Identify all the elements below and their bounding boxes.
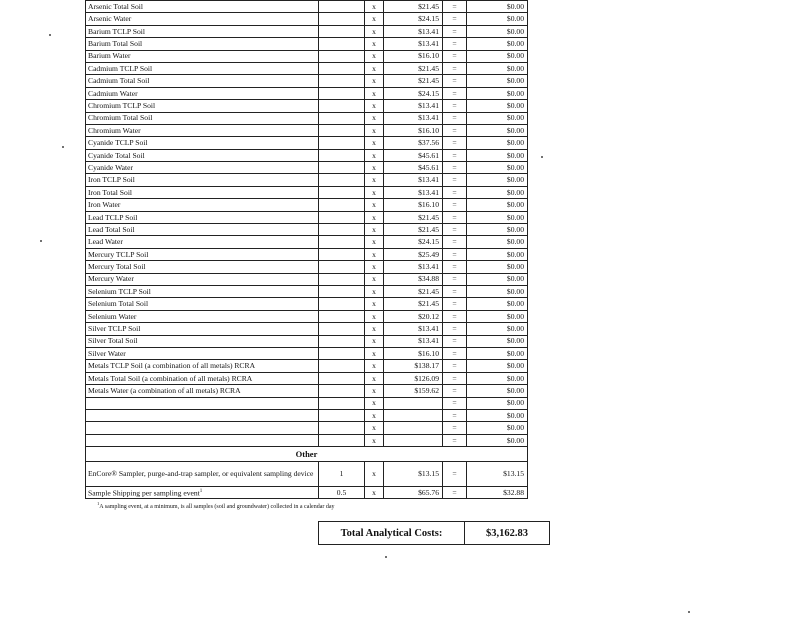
analyte-name — [86, 422, 319, 434]
analyte-name: Lead Total Soil — [86, 224, 319, 236]
equals-sign: = — [443, 236, 467, 248]
unit-price: $21.45 — [384, 1, 443, 13]
unit-price: $13.41 — [384, 261, 443, 273]
analyte-name: Mercury Water — [86, 273, 319, 285]
quantity-cell — [319, 298, 365, 310]
multiply-sign: x — [365, 13, 384, 25]
line-total: $0.00 — [467, 62, 528, 74]
analyte-name: Iron Total Soil — [86, 186, 319, 198]
unit-price: $13.41 — [384, 186, 443, 198]
table-row — [86, 38, 528, 50]
line-total: $0.00 — [467, 224, 528, 236]
equals-sign: = — [443, 360, 467, 372]
unit-price: $13.41 — [384, 112, 443, 124]
unit-price — [384, 409, 443, 421]
analyte-name: Selenium Total Soil — [86, 298, 319, 310]
quantity-cell: 0.5 — [319, 487, 365, 499]
table-row — [86, 298, 528, 310]
quantity-cell — [319, 112, 365, 124]
quantity-cell — [319, 285, 365, 297]
total-value: $3,162.83 — [465, 522, 550, 545]
analyte-name: Cadmium TCLP Soil — [86, 62, 319, 74]
analyte-name: Arsenic Water — [86, 13, 319, 25]
equals-sign: = — [443, 434, 467, 446]
multiply-sign: x — [365, 335, 384, 347]
quantity-cell — [319, 162, 365, 174]
equals-sign: = — [443, 112, 467, 124]
equals-sign: = — [443, 124, 467, 136]
scan-speck — [62, 146, 64, 148]
line-total: $0.00 — [467, 335, 528, 347]
equals-sign: = — [443, 248, 467, 260]
line-total: $0.00 — [467, 75, 528, 87]
unit-price: $13.41 — [384, 25, 443, 37]
quantity-cell — [319, 409, 365, 421]
table-row — [86, 149, 528, 161]
equals-sign: = — [443, 385, 467, 397]
table-row — [86, 162, 528, 174]
multiply-sign: x — [365, 487, 384, 499]
table-row — [86, 186, 528, 198]
line-total: $0.00 — [467, 13, 528, 25]
unit-price: $13.41 — [384, 335, 443, 347]
line-total: $0.00 — [467, 162, 528, 174]
line-total: $13.15 — [467, 462, 528, 487]
quantity-cell — [319, 174, 365, 186]
analyte-name: Lead TCLP Soil — [86, 211, 319, 223]
scan-speck — [40, 240, 42, 242]
table-row — [86, 422, 528, 434]
table-row — [86, 87, 528, 99]
table-row — [86, 323, 528, 335]
table-row — [86, 112, 528, 124]
table-row — [86, 1, 528, 13]
equals-sign: = — [443, 462, 467, 487]
equals-sign: = — [443, 372, 467, 384]
equals-sign: = — [443, 1, 467, 13]
analyte-name: Arsenic Total Soil — [86, 1, 319, 13]
analyte-name — [86, 434, 319, 446]
quantity-cell — [319, 385, 365, 397]
quantity-cell — [319, 335, 365, 347]
other-row — [86, 462, 528, 487]
quantity-cell — [319, 236, 365, 248]
quantity-cell — [319, 137, 365, 149]
unit-price — [384, 422, 443, 434]
table-row — [86, 224, 528, 236]
line-total: $0.00 — [467, 186, 528, 198]
scan-speck — [541, 156, 543, 158]
equals-sign: = — [443, 162, 467, 174]
multiply-sign: x — [365, 224, 384, 236]
quantity-cell — [319, 347, 365, 359]
analyte-name: Barium Total Soil — [86, 38, 319, 50]
unit-price: $21.45 — [384, 211, 443, 223]
equals-sign: = — [443, 186, 467, 198]
multiply-sign: x — [365, 25, 384, 37]
quantity-cell — [319, 372, 365, 384]
multiply-sign: x — [365, 1, 384, 13]
line-total: $0.00 — [467, 149, 528, 161]
analyte-name — [86, 487, 319, 499]
unit-price: $16.10 — [384, 124, 443, 136]
unit-price: $65.76 — [384, 487, 443, 499]
multiply-sign: x — [365, 347, 384, 359]
table-row — [86, 397, 528, 409]
table-row — [86, 372, 528, 384]
line-total: $0.00 — [467, 50, 528, 62]
multiply-sign: x — [365, 174, 384, 186]
multiply-sign: x — [365, 199, 384, 211]
unit-price: $45.61 — [384, 162, 443, 174]
analyte-name: Selenium TCLP Soil — [86, 285, 319, 297]
footnote-text: A sampling event, at a minimum, is all samples (soil and groundwater) collected in a calendar day — [99, 504, 335, 510]
analyte-name: Barium Water — [86, 50, 319, 62]
multiply-sign: x — [365, 186, 384, 198]
quantity-cell — [319, 50, 365, 62]
analyte-name: Iron Water — [86, 199, 319, 211]
unit-price: $20.12 — [384, 310, 443, 322]
equals-sign: = — [443, 298, 467, 310]
multiply-sign: x — [365, 360, 384, 372]
unit-price: $16.10 — [384, 347, 443, 359]
unit-price: $13.41 — [384, 38, 443, 50]
unit-price: $24.15 — [384, 236, 443, 248]
quantity-cell — [319, 248, 365, 260]
quantity-cell — [319, 360, 365, 372]
analyte-name: Cadmium Total Soil — [86, 75, 319, 87]
unit-price: $21.45 — [384, 62, 443, 74]
multiply-sign: x — [365, 273, 384, 285]
table-row — [86, 75, 528, 87]
multiply-sign: x — [365, 385, 384, 397]
equals-sign: = — [443, 487, 467, 499]
line-total: $32.88 — [467, 487, 528, 499]
equals-sign: = — [443, 87, 467, 99]
multiply-sign: x — [365, 261, 384, 273]
unit-price: $21.45 — [384, 224, 443, 236]
table-row — [86, 174, 528, 186]
table-row — [86, 211, 528, 223]
analyte-name: Barium TCLP Soil — [86, 25, 319, 37]
line-total: $0.00 — [467, 248, 528, 260]
quantity-cell — [319, 323, 365, 335]
other-item-label: Sample Shipping per sampling event — [88, 488, 200, 498]
multiply-sign: x — [365, 87, 384, 99]
footnote — [97, 501, 335, 510]
quantity-cell — [319, 87, 365, 99]
quantity-cell — [319, 224, 365, 236]
line-total: $0.00 — [467, 347, 528, 359]
analyte-name: EnCore® Sampler, purge-and-trap sampler, or equivalent sampling device — [86, 462, 319, 487]
multiply-sign: x — [365, 62, 384, 74]
multiply-sign: x — [365, 310, 384, 322]
line-total: $0.00 — [467, 397, 528, 409]
equals-sign: = — [443, 335, 467, 347]
unit-price: $13.15 — [384, 462, 443, 487]
multiply-sign: x — [365, 38, 384, 50]
quantity-cell — [319, 310, 365, 322]
multiply-sign: x — [365, 409, 384, 421]
analyte-name: Mercury TCLP Soil — [86, 248, 319, 260]
line-total: $0.00 — [467, 137, 528, 149]
multiply-sign: x — [365, 462, 384, 487]
line-total: $0.00 — [467, 385, 528, 397]
analyte-name: Iron TCLP Soil — [86, 174, 319, 186]
line-total: $0.00 — [467, 298, 528, 310]
quantity-cell — [319, 100, 365, 112]
equals-sign: = — [443, 38, 467, 50]
table-row — [86, 261, 528, 273]
scan-speck — [385, 556, 387, 558]
quantity-cell — [319, 149, 365, 161]
line-total: $0.00 — [467, 124, 528, 136]
analyte-name: Metals TCLP Soil (a combination of all metals) RCRA — [86, 360, 319, 372]
table-row — [86, 50, 528, 62]
multiply-sign: x — [365, 285, 384, 297]
analyte-name: Mercury Total Soil — [86, 261, 319, 273]
equals-sign: = — [443, 347, 467, 359]
multiply-sign: x — [365, 162, 384, 174]
equals-sign: = — [443, 75, 467, 87]
unit-price: $45.61 — [384, 149, 443, 161]
table-row — [86, 199, 528, 211]
multiply-sign: x — [365, 236, 384, 248]
table-row — [86, 434, 528, 446]
quantity-cell — [319, 25, 365, 37]
multiply-sign: x — [365, 124, 384, 136]
equals-sign: = — [443, 397, 467, 409]
line-total: $0.00 — [467, 261, 528, 273]
line-total: $0.00 — [467, 236, 528, 248]
unit-price — [384, 397, 443, 409]
analyte-name: Chromium Water — [86, 124, 319, 136]
unit-price: $138.17 — [384, 360, 443, 372]
line-total: $0.00 — [467, 285, 528, 297]
line-total: $0.00 — [467, 211, 528, 223]
equals-sign: = — [443, 100, 467, 112]
table-row — [86, 236, 528, 248]
analyte-name: Selenium Water — [86, 310, 319, 322]
table-row — [86, 100, 528, 112]
analyte-name — [86, 397, 319, 409]
multiply-sign: x — [365, 50, 384, 62]
quantity-cell — [319, 397, 365, 409]
scan-speck — [49, 34, 51, 36]
equals-sign: = — [443, 137, 467, 149]
table-row — [86, 248, 528, 260]
line-total: $0.00 — [467, 323, 528, 335]
equals-sign: = — [443, 323, 467, 335]
equals-sign: = — [443, 199, 467, 211]
quantity-cell — [319, 261, 365, 273]
analyte-name: Lead Water — [86, 236, 319, 248]
analyte-name: Chromium TCLP Soil — [86, 100, 319, 112]
table-row — [86, 310, 528, 322]
unit-price: $126.09 — [384, 372, 443, 384]
equals-sign: = — [443, 25, 467, 37]
line-total: $0.00 — [467, 1, 528, 13]
unit-price: $24.15 — [384, 13, 443, 25]
equals-sign: = — [443, 13, 467, 25]
multiply-sign: x — [365, 434, 384, 446]
analyte-name: Silver TCLP Soil — [86, 323, 319, 335]
unit-price: $13.41 — [384, 174, 443, 186]
analytical-cost-table — [85, 0, 528, 499]
analyte-name: Silver Water — [86, 347, 319, 359]
line-total: $0.00 — [467, 25, 528, 37]
line-total: $0.00 — [467, 112, 528, 124]
other-section-row — [86, 447, 528, 462]
equals-sign: = — [443, 211, 467, 223]
multiply-sign: x — [365, 137, 384, 149]
analyte-name: Cyanide Total Soil — [86, 149, 319, 161]
other-row — [86, 487, 528, 499]
quantity-cell — [319, 62, 365, 74]
line-total: $0.00 — [467, 360, 528, 372]
footnote-ref: 1 — [199, 488, 203, 494]
line-total: $0.00 — [467, 174, 528, 186]
analyte-name: Metals Total Soil (a combination of all metals) RCRA — [86, 372, 319, 384]
equals-sign: = — [443, 174, 467, 186]
table-row — [86, 25, 528, 37]
quantity-cell — [319, 75, 365, 87]
analyte-name: Cadmium Water — [86, 87, 319, 99]
quantity-cell — [319, 38, 365, 50]
quantity-cell — [319, 186, 365, 198]
table-row — [86, 285, 528, 297]
quantity-cell — [319, 199, 365, 211]
line-total: $0.00 — [467, 273, 528, 285]
equals-sign: = — [443, 261, 467, 273]
table-row — [86, 13, 528, 25]
multiply-sign: x — [365, 323, 384, 335]
unit-price: $37.56 — [384, 137, 443, 149]
equals-sign: = — [443, 62, 467, 74]
multiply-sign: x — [365, 422, 384, 434]
equals-sign: = — [443, 149, 467, 161]
quantity-cell — [319, 422, 365, 434]
unit-price: $25.49 — [384, 248, 443, 260]
line-total: $0.00 — [467, 372, 528, 384]
quantity-cell — [319, 211, 365, 223]
other-section-heading: Other — [86, 447, 528, 462]
analyte-name: Cyanide TCLP Soil — [86, 137, 319, 149]
multiply-sign: x — [365, 100, 384, 112]
unit-price: $21.45 — [384, 298, 443, 310]
table-row — [86, 335, 528, 347]
unit-price — [384, 434, 443, 446]
unit-price: $21.45 — [384, 75, 443, 87]
equals-sign: = — [443, 50, 467, 62]
total-label: Total Analytical Costs: — [319, 522, 465, 545]
line-total: $0.00 — [467, 87, 528, 99]
multiply-sign: x — [365, 211, 384, 223]
quantity-cell — [319, 13, 365, 25]
unit-price: $16.10 — [384, 199, 443, 211]
analyte-name: Cyanide Water — [86, 162, 319, 174]
table-row — [86, 137, 528, 149]
analyte-name: Metals Water (a combination of all metals) RCRA — [86, 385, 319, 397]
multiply-sign: x — [365, 298, 384, 310]
table-row — [86, 347, 528, 359]
analyte-name — [86, 409, 319, 421]
analyte-name: Silver Total Soil — [86, 335, 319, 347]
total-analytical-costs-box — [318, 521, 550, 545]
table-row — [86, 409, 528, 421]
unit-price: $159.62 — [384, 385, 443, 397]
multiply-sign: x — [365, 112, 384, 124]
multiply-sign: x — [365, 75, 384, 87]
table-row — [86, 385, 528, 397]
equals-sign: = — [443, 409, 467, 421]
equals-sign: = — [443, 224, 467, 236]
multiply-sign: x — [365, 248, 384, 260]
quantity-cell: 1 — [319, 462, 365, 487]
scan-speck — [688, 611, 690, 613]
equals-sign: = — [443, 310, 467, 322]
equals-sign: = — [443, 273, 467, 285]
multiply-sign: x — [365, 372, 384, 384]
analyte-name: Chromium Total Soil — [86, 112, 319, 124]
line-total: $0.00 — [467, 409, 528, 421]
unit-price: $34.88 — [384, 273, 443, 285]
unit-price: $24.15 — [384, 87, 443, 99]
line-total: $0.00 — [467, 310, 528, 322]
equals-sign: = — [443, 285, 467, 297]
unit-price: $16.10 — [384, 50, 443, 62]
unit-price: $13.41 — [384, 323, 443, 335]
quantity-cell — [319, 124, 365, 136]
table-row — [86, 360, 528, 372]
table-row — [86, 62, 528, 74]
quantity-cell — [319, 273, 365, 285]
quantity-cell — [319, 434, 365, 446]
table-row — [86, 124, 528, 136]
unit-price: $13.41 — [384, 100, 443, 112]
line-total: $0.00 — [467, 199, 528, 211]
table-row — [86, 273, 528, 285]
line-total: $0.00 — [467, 100, 528, 112]
equals-sign: = — [443, 422, 467, 434]
line-total: $0.00 — [467, 422, 528, 434]
line-total: $0.00 — [467, 434, 528, 446]
quantity-cell — [319, 1, 365, 13]
unit-price: $21.45 — [384, 285, 443, 297]
multiply-sign: x — [365, 397, 384, 409]
line-total: $0.00 — [467, 38, 528, 50]
footnote-mark: 1 — [97, 501, 100, 506]
multiply-sign: x — [365, 149, 384, 161]
